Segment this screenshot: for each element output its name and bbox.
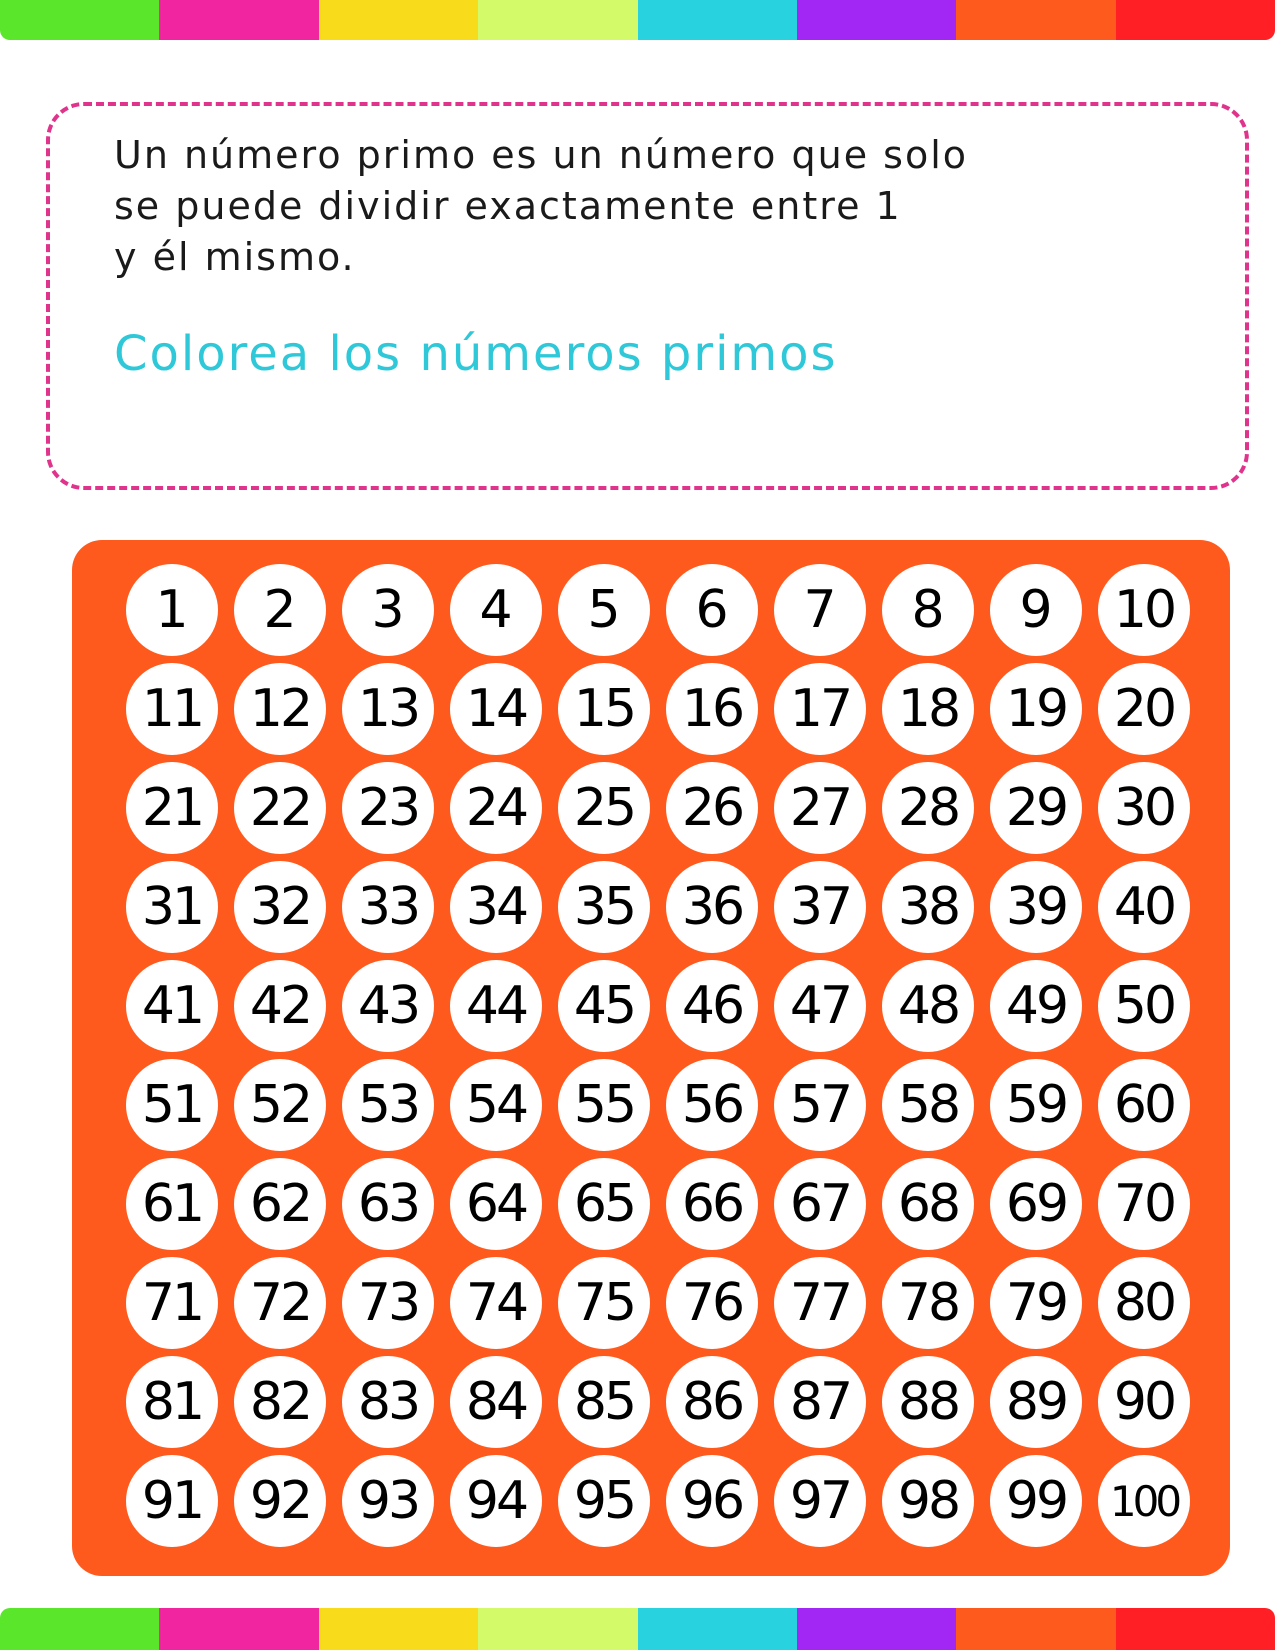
number-circle-90[interactable]: 90 bbox=[1098, 1356, 1190, 1448]
number-circle-35[interactable]: 35 bbox=[558, 861, 650, 953]
number-circle-14[interactable]: 14 bbox=[450, 663, 542, 755]
number-circle-100[interactable]: 100 bbox=[1098, 1455, 1190, 1547]
stripe-segment bbox=[797, 0, 956, 40]
number-circle-87[interactable]: 87 bbox=[774, 1356, 866, 1448]
number-circle-99[interactable]: 99 bbox=[990, 1455, 1082, 1547]
prime-definition-text: Un número primo es un número que solo se puede dividir exactamente entre 1 y él mismo. bbox=[114, 133, 969, 279]
number-circle-62[interactable]: 62 bbox=[234, 1158, 326, 1250]
number-circle-61[interactable]: 61 bbox=[126, 1158, 218, 1250]
number-circle-22[interactable]: 22 bbox=[234, 762, 326, 854]
number-circle-93[interactable]: 93 bbox=[342, 1455, 434, 1547]
number-circle-44[interactable]: 44 bbox=[450, 960, 542, 1052]
number-circle-39[interactable]: 39 bbox=[990, 861, 1082, 953]
number-circle-41[interactable]: 41 bbox=[126, 960, 218, 1052]
number-circle-47[interactable]: 47 bbox=[774, 960, 866, 1052]
number-circle-3[interactable]: 3 bbox=[342, 564, 434, 656]
number-circle-70[interactable]: 70 bbox=[1098, 1158, 1190, 1250]
number-circle-21[interactable]: 21 bbox=[126, 762, 218, 854]
number-circle-92[interactable]: 92 bbox=[234, 1455, 326, 1547]
stripe-segment bbox=[956, 0, 1115, 40]
number-circle-30[interactable]: 30 bbox=[1098, 762, 1190, 854]
number-circle-74[interactable]: 74 bbox=[450, 1257, 542, 1349]
number-circle-5[interactable]: 5 bbox=[558, 564, 650, 656]
instructions-box bbox=[46, 102, 1249, 490]
number-circle-83[interactable]: 83 bbox=[342, 1356, 434, 1448]
number-circle-32[interactable]: 32 bbox=[234, 861, 326, 953]
number-circle-97[interactable]: 97 bbox=[774, 1455, 866, 1547]
number-circle-63[interactable]: 63 bbox=[342, 1158, 434, 1250]
number-circle-16[interactable]: 16 bbox=[666, 663, 758, 755]
number-circle-33[interactable]: 33 bbox=[342, 861, 434, 953]
number-circle-79[interactable]: 79 bbox=[990, 1257, 1082, 1349]
number-circle-6[interactable]: 6 bbox=[666, 564, 758, 656]
number-circle-67[interactable]: 67 bbox=[774, 1158, 866, 1250]
number-circle-54[interactable]: 54 bbox=[450, 1059, 542, 1151]
number-circle-88[interactable]: 88 bbox=[882, 1356, 974, 1448]
top-color-stripe bbox=[0, 0, 1275, 40]
number-circle-76[interactable]: 76 bbox=[666, 1257, 758, 1349]
stripe-segment bbox=[159, 0, 318, 40]
number-circle-89[interactable]: 89 bbox=[990, 1356, 1082, 1448]
number-circle-26[interactable]: 26 bbox=[666, 762, 758, 854]
instruction-heading: Colorea los números primos bbox=[114, 326, 838, 382]
stripe-segment bbox=[638, 1608, 797, 1650]
number-circle-38[interactable]: 38 bbox=[882, 861, 974, 953]
number-circle-71[interactable]: 71 bbox=[126, 1257, 218, 1349]
number-circle-55[interactable]: 55 bbox=[558, 1059, 650, 1151]
number-circle-12[interactable]: 12 bbox=[234, 663, 326, 755]
number-circle-8[interactable]: 8 bbox=[882, 564, 974, 656]
number-circle-15[interactable]: 15 bbox=[558, 663, 650, 755]
number-circle-45[interactable]: 45 bbox=[558, 960, 650, 1052]
stripe-segment bbox=[0, 1608, 159, 1650]
number-circle-81[interactable]: 81 bbox=[126, 1356, 218, 1448]
number-circle-1[interactable]: 1 bbox=[126, 564, 218, 656]
number-circle-31[interactable]: 31 bbox=[126, 861, 218, 953]
stripe-segment bbox=[319, 0, 478, 40]
number-circle-17[interactable]: 17 bbox=[774, 663, 866, 755]
number-circle-51[interactable]: 51 bbox=[126, 1059, 218, 1151]
number-circle-36[interactable]: 36 bbox=[666, 861, 758, 953]
number-circle-43[interactable]: 43 bbox=[342, 960, 434, 1052]
stripe-segment bbox=[478, 0, 637, 40]
number-circle-60[interactable]: 60 bbox=[1098, 1059, 1190, 1151]
number-circle-64[interactable]: 64 bbox=[450, 1158, 542, 1250]
number-board bbox=[72, 540, 1230, 1576]
number-circle-28[interactable]: 28 bbox=[882, 762, 974, 854]
number-circle-7[interactable]: 7 bbox=[774, 564, 866, 656]
number-circle-27[interactable]: 27 bbox=[774, 762, 866, 854]
number-circle-95[interactable]: 95 bbox=[558, 1455, 650, 1547]
number-circle-24[interactable]: 24 bbox=[450, 762, 542, 854]
number-circle-2[interactable]: 2 bbox=[234, 564, 326, 656]
number-circle-78[interactable]: 78 bbox=[882, 1257, 974, 1349]
number-circle-98[interactable]: 98 bbox=[882, 1455, 974, 1547]
stripe-segment bbox=[1116, 0, 1275, 40]
stripe-segment bbox=[319, 1608, 478, 1650]
number-circle-48[interactable]: 48 bbox=[882, 960, 974, 1052]
number-circle-73[interactable]: 73 bbox=[342, 1257, 434, 1349]
number-circle-68[interactable]: 68 bbox=[882, 1158, 974, 1250]
number-circle-52[interactable]: 52 bbox=[234, 1059, 326, 1151]
number-circle-18[interactable]: 18 bbox=[882, 663, 974, 755]
number-circle-20[interactable]: 20 bbox=[1098, 663, 1190, 755]
number-circle-56[interactable]: 56 bbox=[666, 1059, 758, 1151]
number-circle-86[interactable]: 86 bbox=[666, 1356, 758, 1448]
number-circle-29[interactable]: 29 bbox=[990, 762, 1082, 854]
number-circle-9[interactable]: 9 bbox=[990, 564, 1082, 656]
number-circle-58[interactable]: 58 bbox=[882, 1059, 974, 1151]
stripe-segment bbox=[159, 1608, 318, 1650]
number-circle-80[interactable]: 80 bbox=[1098, 1257, 1190, 1349]
number-circle-13[interactable]: 13 bbox=[342, 663, 434, 755]
number-circle-49[interactable]: 49 bbox=[990, 960, 1082, 1052]
number-circle-37[interactable]: 37 bbox=[774, 861, 866, 953]
number-circle-10[interactable]: 10 bbox=[1098, 564, 1190, 656]
number-circle-50[interactable]: 50 bbox=[1098, 960, 1190, 1052]
number-circle-59[interactable]: 59 bbox=[990, 1059, 1082, 1151]
number-circle-75[interactable]: 75 bbox=[558, 1257, 650, 1349]
number-circle-85[interactable]: 85 bbox=[558, 1356, 650, 1448]
stripe-segment bbox=[956, 1608, 1115, 1650]
number-circle-77[interactable]: 77 bbox=[774, 1257, 866, 1349]
number-circle-69[interactable]: 69 bbox=[990, 1158, 1082, 1250]
number-circle-57[interactable]: 57 bbox=[774, 1059, 866, 1151]
number-circle-84[interactable]: 84 bbox=[450, 1356, 542, 1448]
stripe-segment bbox=[0, 0, 159, 40]
number-circle-82[interactable]: 82 bbox=[234, 1356, 326, 1448]
number-circle-19[interactable]: 19 bbox=[990, 663, 1082, 755]
stripe-segment bbox=[638, 0, 797, 40]
number-circle-11[interactable]: 11 bbox=[126, 663, 218, 755]
number-circle-40[interactable]: 40 bbox=[1098, 861, 1190, 953]
number-circle-96[interactable]: 96 bbox=[666, 1455, 758, 1547]
number-circle-94[interactable]: 94 bbox=[450, 1455, 542, 1547]
stripe-segment bbox=[797, 1608, 956, 1650]
stripe-segment bbox=[478, 1608, 637, 1650]
number-circle-53[interactable]: 53 bbox=[342, 1059, 434, 1151]
number-circle-65[interactable]: 65 bbox=[558, 1158, 650, 1250]
number-circle-23[interactable]: 23 bbox=[342, 762, 434, 854]
bottom-color-stripe bbox=[0, 1608, 1275, 1650]
stripe-segment bbox=[1116, 1608, 1275, 1650]
number-circle-25[interactable]: 25 bbox=[558, 762, 650, 854]
number-circle-46[interactable]: 46 bbox=[666, 960, 758, 1052]
number-circle-4[interactable]: 4 bbox=[450, 564, 542, 656]
number-circle-42[interactable]: 42 bbox=[234, 960, 326, 1052]
number-grid bbox=[122, 562, 1202, 1552]
number-circle-34[interactable]: 34 bbox=[450, 861, 542, 953]
number-circle-66[interactable]: 66 bbox=[666, 1158, 758, 1250]
number-circle-91[interactable]: 91 bbox=[126, 1455, 218, 1547]
number-circle-72[interactable]: 72 bbox=[234, 1257, 326, 1349]
